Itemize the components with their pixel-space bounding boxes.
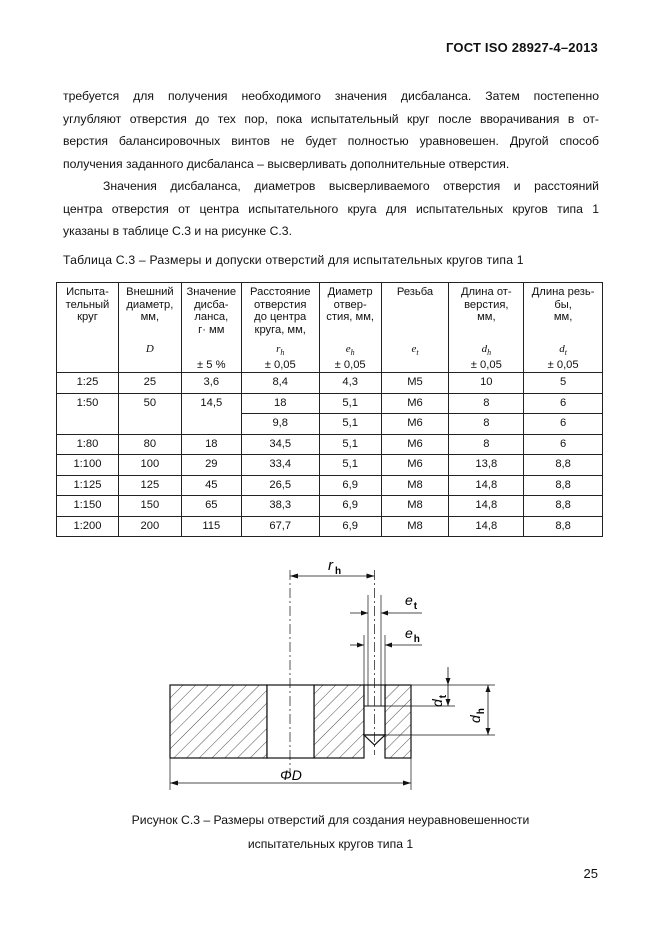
column-tolerance: ± 0,05 [264,359,296,371]
table-cell: 38,3 [241,496,319,517]
table-cell: 150 [118,496,181,517]
table-cell: 100 [118,455,181,476]
table-cell: 5,1 [319,455,381,476]
text-line: получения заданного дисбаланса – высверливать дополнительные отверстия. [63,156,510,171]
column-header-label: Расстояние отверстия до центра круга, мм, [250,286,311,336]
table-row [57,455,603,476]
text-line: верстия балансировочных винтов не будет полностью уравновешен. Другой способ [63,134,599,148]
table-cell: 6 [524,414,603,435]
table-cell: 14,8 [449,475,524,496]
table-cell: 8 [449,434,524,455]
table-cell: М8 [381,475,449,496]
column-header-label: Резьба [396,286,434,298]
table-cell: 18 [241,393,319,414]
table-cell: 8,8 [524,455,603,476]
table-row [57,475,603,496]
table-row [57,496,603,517]
dimensions-table [56,282,603,537]
column-header [319,283,381,373]
table-cell: 14,8 [449,516,524,537]
table-cell: 1:80 [57,434,119,455]
table-cell: М8 [381,516,449,537]
column-header-label: Значение дисба- ланса, г· мм [186,286,237,336]
table-cell: 6,9 [319,496,381,517]
column-header [181,283,241,373]
table-cell: 8,4 [241,373,319,394]
table-cell: М6 [381,414,449,435]
table-cell: 67,7 [241,516,319,537]
column-header [118,283,181,373]
table-cell: 200 [118,516,181,537]
table-cell: 8,8 [524,496,603,517]
table-cell: 1:125 [57,475,119,496]
table-cell: М6 [381,455,449,476]
table-cell: 9,8 [241,414,319,435]
column-header [57,283,119,373]
table-cell: 8,8 [524,475,603,496]
table-cell: 8 [449,393,524,414]
column-header [381,283,449,373]
table-cell: 14,8 [449,496,524,517]
column-header [241,283,319,373]
text-line: Значения дисбаланса, диаметров высверливаемого отверстия и расстояний [103,179,599,193]
text-line: указаны в таблице С.3 и на рисунке С.3. [63,224,292,238]
table-cell: 6,9 [319,475,381,496]
table-cell: 125 [118,475,181,496]
outer-diameter-label: ΦD [280,767,302,783]
column-symbol: $r_h$ [276,343,285,358]
table-cell: 5,1 [319,434,381,455]
table-cell: 1:50 [57,393,119,414]
table-cell: 34,5 [241,434,319,455]
table-cell: 1:100 [57,455,119,476]
table-cell: 10 [449,373,524,394]
column-symbol: D [145,343,154,355]
column-symbol: $d_t$ [559,343,567,358]
table-cell: 18 [181,434,241,455]
table-cell: 65 [181,496,241,517]
paragraph-2 [63,175,599,243]
d-h-label: $d_h$ [467,708,487,723]
table-cell: 14,5 [181,393,241,414]
table-cell: 6,9 [319,516,381,537]
table-cell: М5 [381,373,449,394]
column-header [524,283,603,373]
wheel-section [170,685,411,758]
figure-caption-line-1: Рисунок С.3 – Размеры отверстий для создания неуравновешенности [131,813,530,827]
figure-caption-line-2: испытательных кругов типа 1 [247,837,414,851]
table-cell [57,414,119,435]
table-cell: 1:150 [57,496,119,517]
column-symbol: $e_t$ [411,343,419,358]
column-tolerance: ± 0,05 [470,359,502,371]
table-cell: 45 [181,475,241,496]
table-cell: 6 [524,434,603,455]
table-caption: Таблица С.3 – Размеры и допуски отверстий для испытательных кругов типа 1 [63,253,524,267]
table-header-row [57,283,603,373]
paragraph-1 [63,85,599,175]
table-row [57,434,603,455]
table-cell: 25 [118,373,181,394]
table-cell: 50 [118,393,181,414]
column-symbol: $e_h$ [345,343,355,358]
table-cell: 115 [181,516,241,537]
table-row [57,516,603,537]
table-cell: 29 [181,455,241,476]
table-cell: 3,6 [181,373,241,394]
page-number: 25 [583,866,598,881]
table-cell: 4,3 [319,373,381,394]
table-cell: 26,5 [241,475,319,496]
r-h-label: r $_h$ [328,557,342,577]
table-cell [118,414,181,435]
e-h-label: $e_h$ [405,625,420,645]
table-cell: 8 [449,414,524,435]
table-row [57,393,603,414]
column-symbol: $d_h$ [481,343,492,358]
table-row [57,414,603,435]
column-header-label: Внешний диаметр, мм, [126,286,174,323]
table-cell: 1:200 [57,516,119,537]
table-row [57,373,603,394]
column-tolerance: ± 5 % [197,359,226,371]
table-cell: 8,8 [524,516,603,537]
column-tolerance: ± 0,05 [547,359,579,371]
table-cell [181,414,241,435]
column-header-label: Диаметр отвер- стия, мм, [326,286,374,323]
column-header-label: Испыта- тельный круг [65,286,110,323]
column-tolerance: ± 0,05 [334,359,366,371]
table-cell: 5,1 [319,414,381,435]
d-t-label: $d_t$ [429,694,449,707]
table-cell: 6 [524,393,603,414]
table-cell: М8 [381,496,449,517]
table-cell: 1:25 [57,373,119,394]
table-cell: М6 [381,434,449,455]
text-line: углубляют отверстия до тех пор, пока испытательный круг после вворачивания в от- [63,111,599,126]
table-cell: 5,1 [319,393,381,414]
text-line: требуется для получения необходимого значения дисбаланса. Затем постепенно [63,89,599,103]
text-line: центра отверстия от центра испытательного круга для испытательных кругов типа 1 [63,201,599,216]
column-header-label: Длина от- верстия, мм, [460,286,512,323]
table-cell: 33,4 [241,455,319,476]
table-cell: 13,8 [449,455,524,476]
hole-dimensions-drawing [160,555,500,795]
table-cell: 80 [118,434,181,455]
column-header-label: Длина резь- бы, мм, [531,286,595,323]
table-cell: М6 [381,393,449,414]
column-header [449,283,524,373]
document-code: ГОСТ ISO 28927-4–2013 [446,40,598,55]
table-cell: 5 [524,373,603,394]
e-t-label: $e_t$ [405,592,418,612]
